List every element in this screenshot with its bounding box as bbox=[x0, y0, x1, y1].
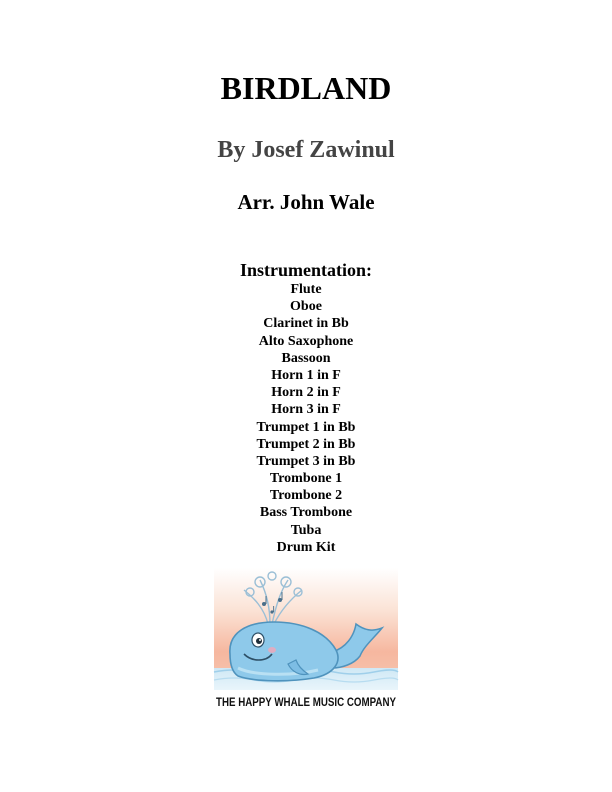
instrument-item: Horn 2 in F bbox=[271, 385, 341, 401]
whale-illustration bbox=[214, 568, 398, 714]
instrument-item: Oboe bbox=[290, 299, 322, 315]
instrument-item: Horn 1 in F bbox=[271, 367, 341, 383]
happy-whale-logo bbox=[214, 568, 398, 714]
instrument-item: Trombone 2 bbox=[269, 488, 343, 504]
instrument-item: Trumpet 3 in Bb bbox=[256, 453, 356, 469]
instrument-item: Alto Saxophone bbox=[258, 333, 354, 349]
instrument-item: Bass Trombone bbox=[259, 505, 353, 521]
composer-credit bbox=[0, 135, 612, 165]
instrument-item: Tuba bbox=[290, 522, 322, 538]
composer-text: By Josef Zawinul bbox=[217, 137, 395, 163]
page-title: BIRDLAND bbox=[220, 70, 392, 106]
instrumentation-list bbox=[0, 281, 612, 556]
instrument-item: Flute bbox=[290, 282, 322, 297]
instrument-item: Bassoon bbox=[281, 350, 331, 366]
instrument-item: Trumpet 2 in Bb bbox=[256, 436, 356, 452]
arranger-credit: Arr. John Wale bbox=[237, 190, 375, 214]
instrument-item: Horn 3 in F bbox=[271, 402, 341, 418]
instrument-item: Clarinet in Bb bbox=[263, 316, 349, 332]
instrument-item: Trombone 1 bbox=[269, 471, 343, 487]
company-name: THE HAPPY WHALE MUSIC COMPANY bbox=[216, 697, 397, 709]
instrumentation-heading: Instrumentation: bbox=[239, 260, 372, 280]
instrument-item: Drum Kit bbox=[276, 539, 336, 555]
instrument-item: Trumpet 1 in Bb bbox=[256, 419, 356, 435]
